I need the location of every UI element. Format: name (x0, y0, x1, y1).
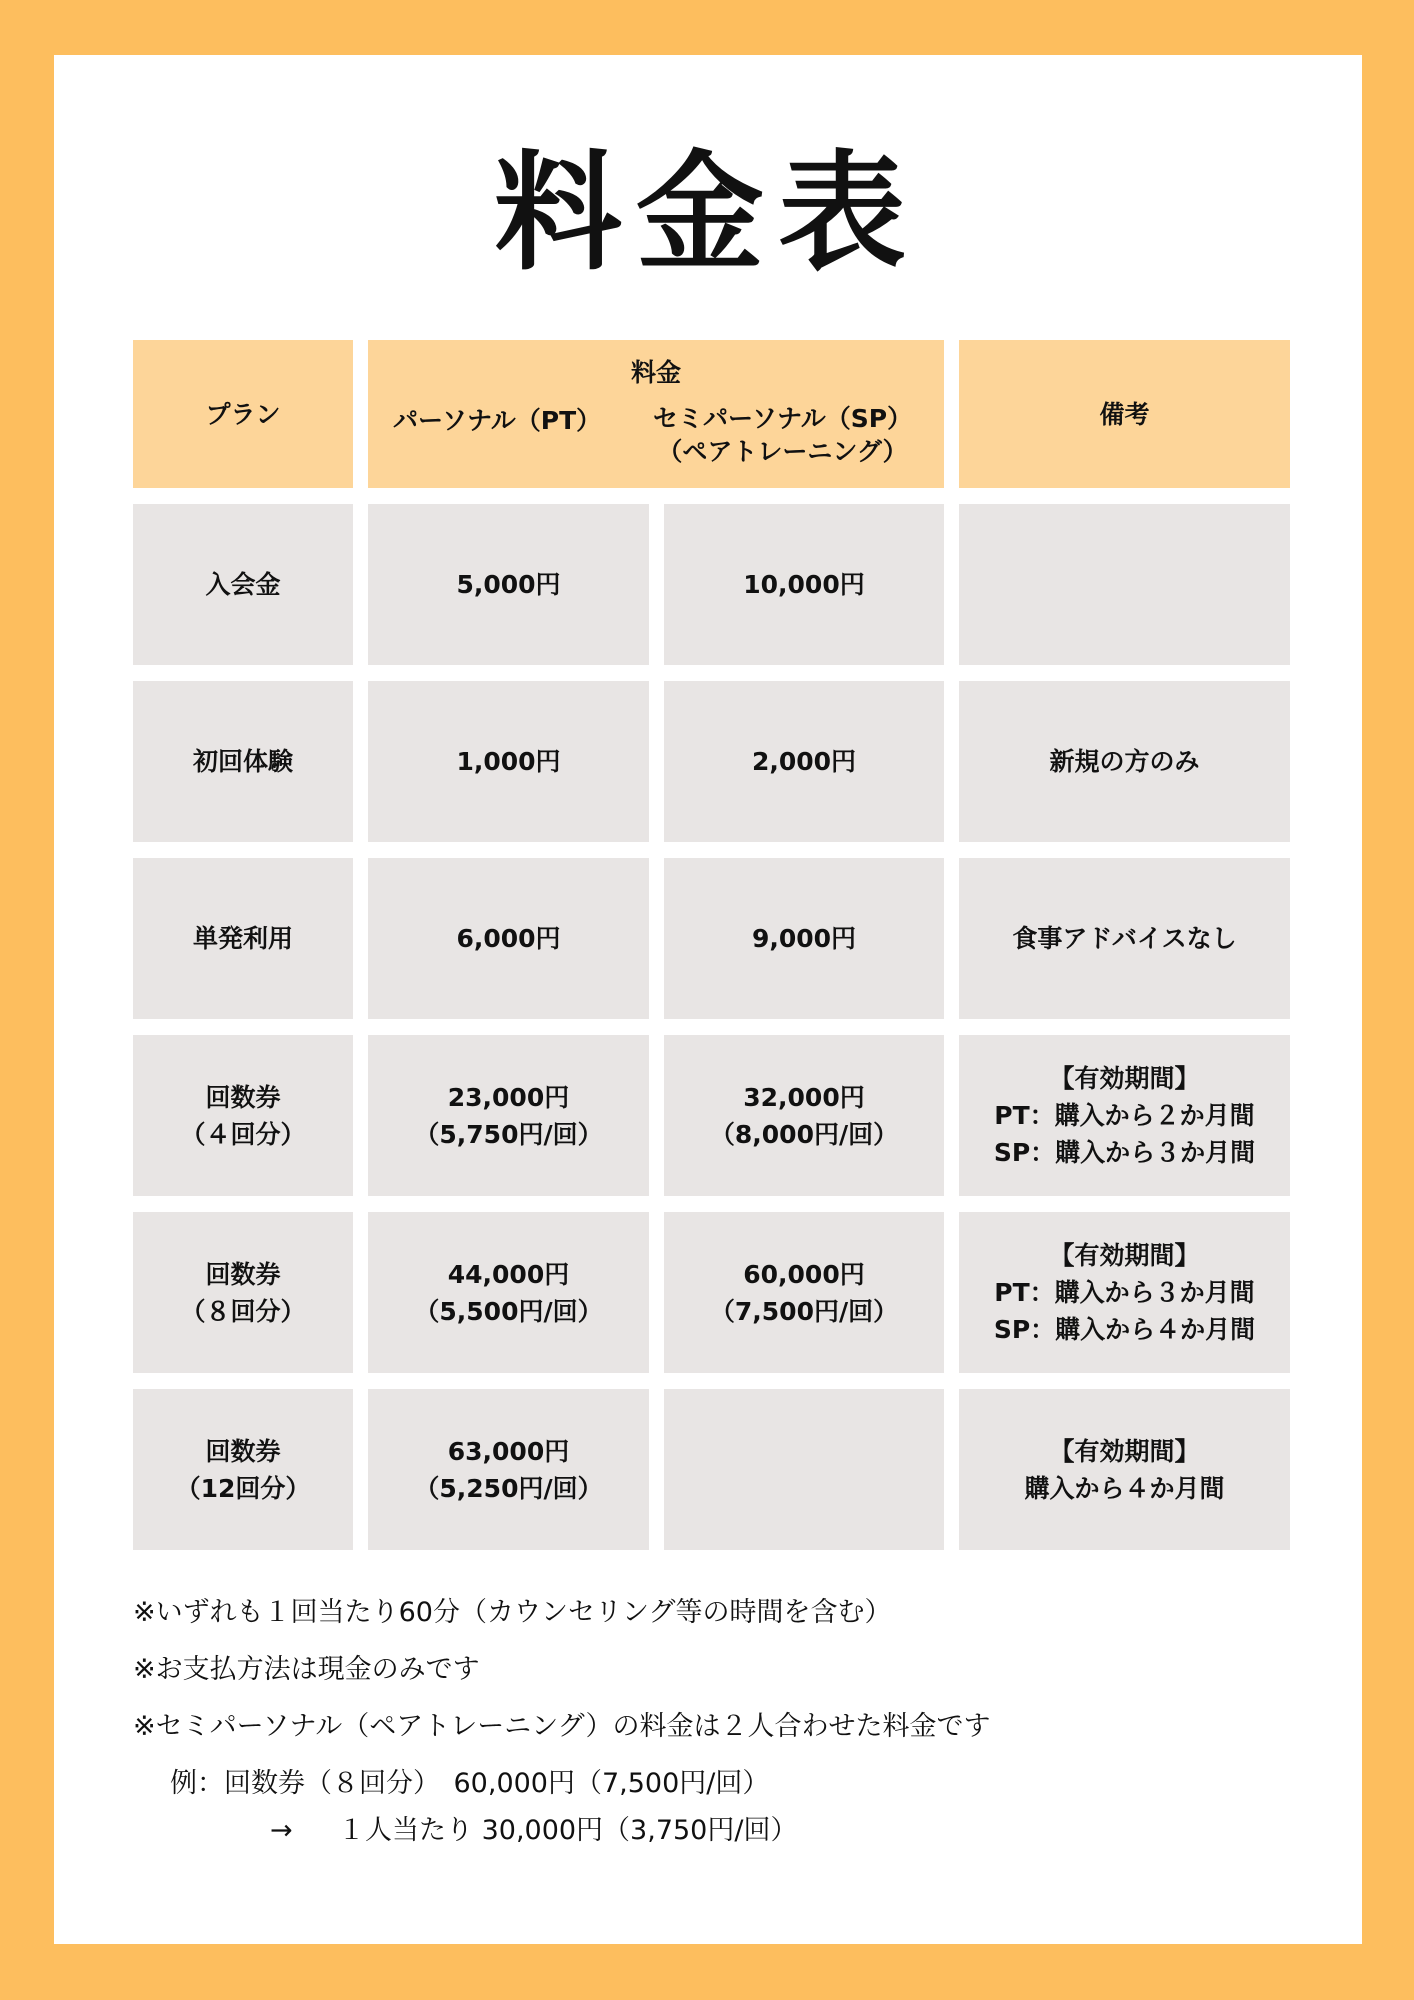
note-line: ※お支払方法は現金のみです (133, 1654, 480, 1685)
notes (133, 1584, 990, 1859)
cell-text: PT：購入から２か月間 (994, 1101, 1255, 1130)
page-title: 料金表 (493, 139, 920, 288)
table-cell-plan (133, 1212, 353, 1373)
cell-text: （8,000円/回） (709, 1119, 899, 1149)
header-fee-label: 料金 (630, 358, 681, 387)
cell-text: 【有効期間】 (1049, 1241, 1200, 1270)
table-cell-plan (133, 1389, 353, 1550)
cell-text: SP：購入から４か月間 (993, 1315, 1256, 1344)
arrow-icon: → (270, 1815, 293, 1846)
cell-text: 1,000円 (456, 747, 561, 776)
cell-text: 【有効期間】 (1049, 1436, 1200, 1466)
table-cell-pt (368, 1212, 649, 1373)
cell-text: 単発利用 (192, 924, 293, 953)
cell-text: 6,000円 (456, 924, 561, 953)
header-plan (133, 340, 353, 488)
header-remarks (959, 340, 1290, 488)
cell-text: SP：購入から３か月間 (993, 1138, 1256, 1167)
header-sp-label (653, 402, 912, 468)
cell-text: 初回体験 (192, 747, 293, 776)
table-cell-remarks (959, 504, 1290, 665)
cell-text: 5,000円 (456, 570, 561, 599)
cell-text: 食事アドバイスなし (1012, 924, 1237, 953)
cell-text: 購入から４か月間 (1024, 1473, 1225, 1503)
table-cell-sp (664, 1389, 944, 1550)
header-sp-line1: セミパーソナル（SP） (653, 404, 913, 433)
note-example: 例：回数券（８回分） 60,000円（7,500円/回） (170, 1768, 770, 1799)
table-cell-plan (133, 858, 353, 1019)
table-cell-remarks (959, 1212, 1290, 1373)
cell-text: （８回分） (180, 1296, 306, 1326)
price-table (133, 340, 1290, 1550)
table-cell-remarks (959, 1389, 1290, 1550)
cell-text: （12回分） (175, 1473, 311, 1503)
cell-text: （４回分） (180, 1119, 306, 1149)
cell-text: 60,000円 (743, 1259, 865, 1289)
table-cell-plan (133, 504, 353, 665)
table-cell-sp (664, 504, 944, 665)
cell-text: （5,250円/回） (414, 1473, 603, 1503)
header-remarks-label: 備考 (1099, 399, 1150, 429)
table-cell-remarks (959, 858, 1290, 1019)
note-line: ※セミパーソナル（ペアトレーニング）の料金は２人合わせた料金です (133, 1711, 991, 1742)
table-cell-plan (133, 1035, 353, 1196)
table-cell-pt (368, 858, 649, 1019)
cell-text: （5,500円/回） (414, 1296, 603, 1326)
note-line: ※いずれも１回当たり60分（カウンセリング等の時間を含む） (133, 1597, 892, 1628)
cell-text: 23,000円 (447, 1082, 570, 1112)
table-cell-sp (664, 1035, 944, 1196)
cell-text: 32,000円 (743, 1082, 865, 1112)
cell-text: PT：購入から３か月間 (994, 1278, 1255, 1307)
header-plan-label: プラン (205, 399, 281, 429)
table-cell-plan (133, 681, 353, 842)
cell-text: 回数券 (205, 1436, 281, 1466)
cell-text: （5,750円/回） (414, 1119, 603, 1149)
header-pt-label: パーソナル（PT） (393, 406, 602, 435)
cell-text: 44,000円 (447, 1259, 570, 1289)
header-sp-line2: （ペアトレーニング） (657, 437, 908, 466)
cell-text: 9,000円 (751, 924, 857, 953)
cell-text: 10,000円 (743, 570, 865, 599)
table-cell-sp (664, 681, 944, 842)
cell-text: 新規の方のみ (1049, 747, 1200, 776)
table-cell-remarks (959, 1035, 1290, 1196)
table-cell-pt (368, 681, 649, 842)
table-cell-sp (664, 858, 944, 1019)
cell-text: （7,500円/回） (709, 1296, 899, 1326)
cell-text: 入会金 (205, 570, 281, 599)
table-cell-pt (368, 504, 649, 665)
cell-text: 回数券 (205, 1082, 281, 1112)
cell-text: 【有効期間】 (1049, 1064, 1200, 1093)
header-fee (368, 340, 944, 488)
table-cell-pt (368, 1035, 649, 1196)
table-cell-sp (664, 1212, 944, 1373)
table-cell-pt (368, 1389, 649, 1550)
table-cell-remarks (959, 681, 1290, 842)
cell-text: 回数券 (205, 1259, 281, 1289)
note-example-result-text: １人当たり 30,000円（3,750円/回） (338, 1815, 798, 1846)
cell-text: 2,000円 (751, 747, 857, 776)
cell-text: 63,000円 (447, 1436, 570, 1466)
